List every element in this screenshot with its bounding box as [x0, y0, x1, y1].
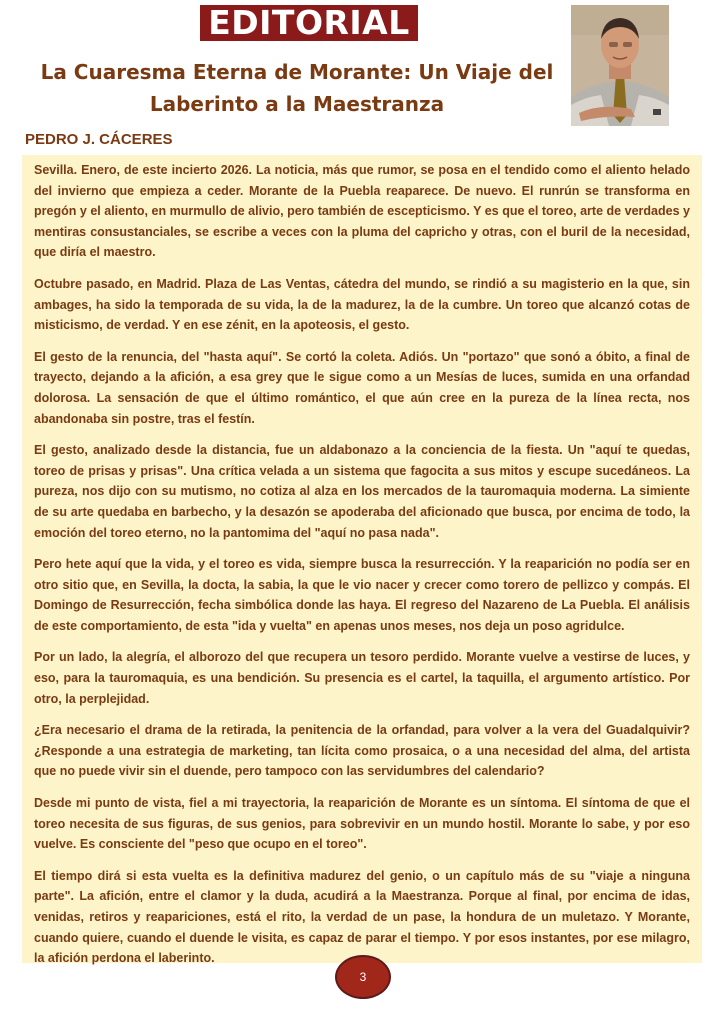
paragraph: Octubre pasado, en Madrid. Plaza de Las Ventas, cátedra del mundo, se rindió a su magisterio en la que, sin ambages, ha sido la temporada de su vida, la de la madurez, la de la cumbre. Un toreo que alcanzó cotas de misticismo, de verdad. Y en ese zénit, en la apoteosis, el gesto.	[34, 276, 690, 333]
paragraph: Desde mi punto de vista, fiel a mi trayectoria, la reaparición de Morante es un síntoma. El síntoma de que el toreo necesita de sus figuras, de sus genios, para sobrevivir en un mundo hostil. Morante lo sabe, y por eso vuelve. Es consciente del "peso que ocupo en el toreo".	[34, 796, 690, 852]
article-title: La Cuaresma Eterna de Morante: Un Viaje del Laberinto a la Maestranza	[40, 60, 554, 116]
paragraph: Por un lado, la alegría, el alborozo del que recupera un tesoro perdido. Morante vuelve a vestirse de luces, y eso, para la tauromaquia, es una bendición. Su presencia es el cartel, la taquilla, el argumento artístico. Por otro, la perplejidad.	[34, 650, 690, 706]
paragraph: El gesto, analizado desde la distancia, fue un aldabonazo a la conciencia de la fiesta. Un "aquí te quedas, toreo de prisas y prisas". Una crítica velada a un sistema que fagocita a sus mitos y escupe sucedáneos. La pureza, nos dijo con su mutismo, no cotiza al alza en los mercados de la tauromaquia moderna. La simiente de su arte quedaba en barbecho, y la desazón se apoderaba del aficionado que busca, por encima de todo, la emoción del toreo eterno, no la pantomima del "aquí no pasa nada".	[34, 443, 690, 540]
paragraph: Pero hete aquí que la vida, y el toreo es vida, siempre busca la resurrección. Y la reaparición no podía ser en otro sitio que, en Sevilla, la docta, la sabia, la que le vio nacer y crecer como torero de pellizco y compás. El Domingo de Resurrección, fecha simbólica donde las haya. El regreso del Nazareno de La Puebla. El análisis de este comportamiento, de esta "ida y vuelta" en apenas unos meses, nos deja un poso agridulce.	[34, 557, 690, 633]
page-number: 3	[335, 955, 391, 999]
paragraph: ¿Era necesario el drama de la retirada, la penitencia de la orfandad, para volver a la vera del Guadalquivir? ¿Responde a una estrategia de marketing, tan lícita como prosaica, o a una necesidad del alma, del artista que no puede vivir sin el duende, pero tampoco con las servidumbres del calendario?	[34, 723, 690, 779]
paragraph: El gesto de la renuncia, del "hasta aquí". Se cortó la coleta. Adiós. Un "portazo" que sonó a óbito, a final de trayecto, dejando a la afición, a esa grey que le sigue como a un Mesías de luces, sumida en una orfandad dolorosa. La sensación de que el último romántico, el que aún cree en la pureza de la línea recta, nos abandonaba sin postre, tras el festín.	[34, 349, 690, 426]
author-portrait-icon	[571, 5, 669, 126]
paragraph: Sevilla. Enero, de este incierto 2026. La noticia, más que rumor, se posa en el tendido como el aliento helado del invierno que empieza a ceder. Morante de la Puebla reaparece. De nuevo. El runrún se transforma en pregón y el aliento, en murmullo de alivio, pero también de escepticismo. Y es que el toreo, arte de verdades y mentiras consustanciales, se escribe a veces con la pluma del capricho y otras, con el buril de la necesidad, que diría el maestro.	[34, 163, 690, 260]
section-header-badge: EDITORIAL	[200, 5, 418, 41]
author-byline: PEDRO J. CÁCERES	[25, 131, 173, 148]
article-body	[22, 155, 702, 966]
author-photo	[571, 5, 669, 126]
paragraph: El tiempo dirá si esta vuelta es la definitiva madurez del genio, o un capítulo más de su "viaje a ninguna parte". La afición, entre el clamor y la duda, acudirá a la Maestranza. Porque al final, por encima de idas, venidas, retiros y reapariciones, está el rito, la verdad de un pase, la hondura de un muletazo. Y Morante, cuando quiere, cuando el duende le visita, es capaz de parar el tiempo. Y por esos instantes, por ese milagro, la afición perdona el laberinto.	[34, 868, 690, 966]
